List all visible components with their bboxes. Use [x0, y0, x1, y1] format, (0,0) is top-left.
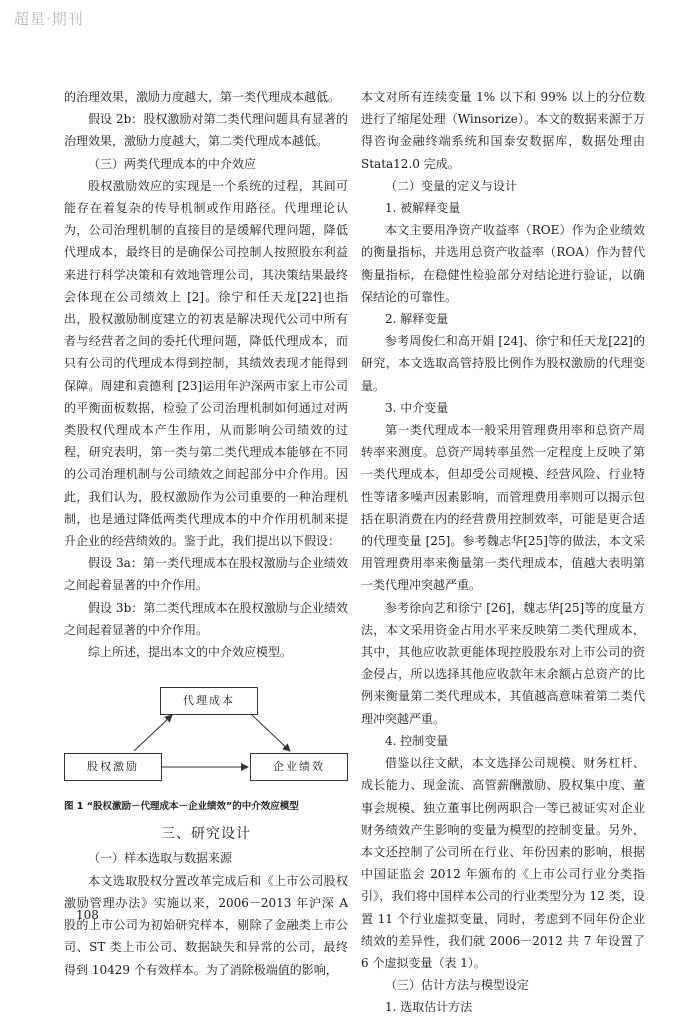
variable-heading: 3. 中介变量: [385, 400, 449, 415]
paragraph: 借鉴以往文献，本文选择公司规模、财务杠杆、成长能力、现金流、高管薪酬激励、股权集中度、董事会规模、独立董事比例两职合一等已被证实对企业财务绩效产生影响的变量为模型的控制变量。另外，本文还控制了公司所在行业、年份因素的影响，根据中国证监会 2012 年颁布的《上市公司行业分类指引》，我们将中国样本公司的行业类型分为 12 类，设置 11 个行业虚拟变量，同时，考虑到不同年份企业绩效的差异性，我们就 2006－2012 共 7 年设置了 6 个虚拟变量（表 1）。: [361, 756, 645, 970]
box-firm-performance: 企业绩效: [250, 753, 348, 781]
left-column: [64, 86, 348, 981]
variable-heading: 1. 被解释变量: [385, 201, 461, 216]
paragraph: 本文对所有连续变量 1% 以下和 99% 以上的分位数进行了缩尾处理（Winsorize）。本文的数据来源于万得咨询金融终端系统和国泰安数据库，数据处理由 Stata12.0 完成。: [361, 90, 645, 171]
box-agency-cost: 代理成本: [160, 687, 258, 715]
page-number: 108: [76, 908, 99, 922]
paragraph: 的治理效果，激励力度越大，第一类代理成本越低。: [64, 90, 341, 104]
variable-heading: 4. 控制变量: [385, 733, 449, 748]
subsection-heading: （二）变量的定义与设计: [385, 178, 518, 193]
subsection-heading: （三）估计方法与模型设定: [385, 978, 530, 993]
hypothesis-3b: 假设 3b：第二类代理成本在股权激励与企业绩效之间起着显著的中介作用。: [64, 600, 348, 637]
paragraph: 假设 2b：股权激励对第二类代理问题具有显著的治理效果，激励力度越大，第二类代理成本越低。: [64, 112, 348, 149]
paragraph: 本文主要用净资产收益率（ROE）作为企业绩效的衡量指标，并选用总资产收益率（ROA）作为替代衡量指标，在稳健性检验部分对结论进行验证，以确保结论的可靠性。: [361, 223, 645, 304]
subsection-heading: （一）样本选取与数据来源: [88, 851, 233, 866]
mediation-model-figure: [64, 669, 348, 799]
figure-caption: 图 1 “股权激励－代理成本－企业绩效”的中介效应模型: [64, 801, 299, 813]
section-heading: （三）两类代理成本的中介效应: [88, 156, 257, 171]
paragraph: 第一类代理成本一般采用管理费用率和总资产周转率来测度。总资产周转率虽然一定程度上反映了第一类代理成本，但却受公司规模、经营风险、行业特性等诸多噪声因素影响，而管理费用率则可以揭示包括在职消费在内的经营费用控制效率，可能是更合适的代理变量 [25]。参考魏志华[25]等的做法，本文采用管理费用率来衡量第一类代理成本，值越大表明第一类代理冲突越严重。: [361, 423, 645, 593]
arrow-incentive-to-cost: [134, 715, 172, 751]
paragraph: 参考周俊仁和高开娟 [24]、徐宁和任天龙[22]的研究，本文选取高管持股比例作为股权激励的代理变量。: [361, 334, 645, 393]
right-column: [361, 86, 645, 1019]
box-equity-incentive: 股权激励: [64, 753, 162, 781]
paragraph: 本文选取股权分置改革完成后和《上市公司股权激励管理办法》实施以来，2006－2013 年沪深 A 股的上市公司为初始研究样本，剔除了金融类上市公司、ST 类上市公司、数据缺失和异常的公司，最终得到 10429 个有效样本。为了消除极端值的影响，: [64, 873, 348, 977]
hypothesis-3a: 假设 3a：第一类代理成本在股权激励与企业绩效之间起着显著的中介作用。: [64, 556, 348, 593]
variable-heading: 1. 选取估计方法: [385, 1000, 473, 1015]
paragraph: 股权激励效应的实现是一个系统的过程，其间可能存在着复杂的传导机制或作用路径。代理理论认为，公司治理机制的直接目的是缓解代理问题，降低代理成本，最终目的是确保公司控制人按照股东利益来进行科学决策和有效地管理公司，其决策结果最终会体现在公司绩效上 [2]。徐宁和任天龙[22]也指出，股权激励制度建立的初衷是解决现代公司中所有者与经营者之间的委托代理问题，降低代理成本，而只有公司的代理成本得到控制，其绩效表现才能得到保障。周建和袁德利 [23]运用年沪深两市家上市公司的平衡面板数据，检验了公司治理机制如何通过对两类股权代理成本产生作用，从而影响公司绩效的过程，研究表明，第一类与第二类代理成本能够在不同的公司治理机制与公司绩效之间起部分中介作用。因此，我们认为，股权激励作为公司重要的一种治理机制，也是通过降低两类代理成本的中介作用机制来提升企业的经营绩效的。鉴于此，我们提出以下假设：: [64, 178, 348, 549]
paragraph: 参考徐向艺和徐宁 [26]，魏志华[25]等的度量方法，本文采用资金占用水平来反映第二类代理成本，其中，其他应收款更能体现控股股东对上市公司的资金侵占，所以选择其他应收款年末余额占总资产的比例来衡量第二类代理成本，其值越高意味着第二类代理冲突越严重。: [361, 600, 645, 726]
variable-heading: 2. 解释变量: [385, 312, 449, 327]
paragraph: 综上所述，提出本文的中介效应模型。: [88, 645, 293, 660]
section-title: 三、研究设计: [161, 826, 251, 843]
arrow-cost-to-performance: [252, 715, 290, 751]
journal-brand-logo: 超星·期刊: [14, 10, 84, 28]
